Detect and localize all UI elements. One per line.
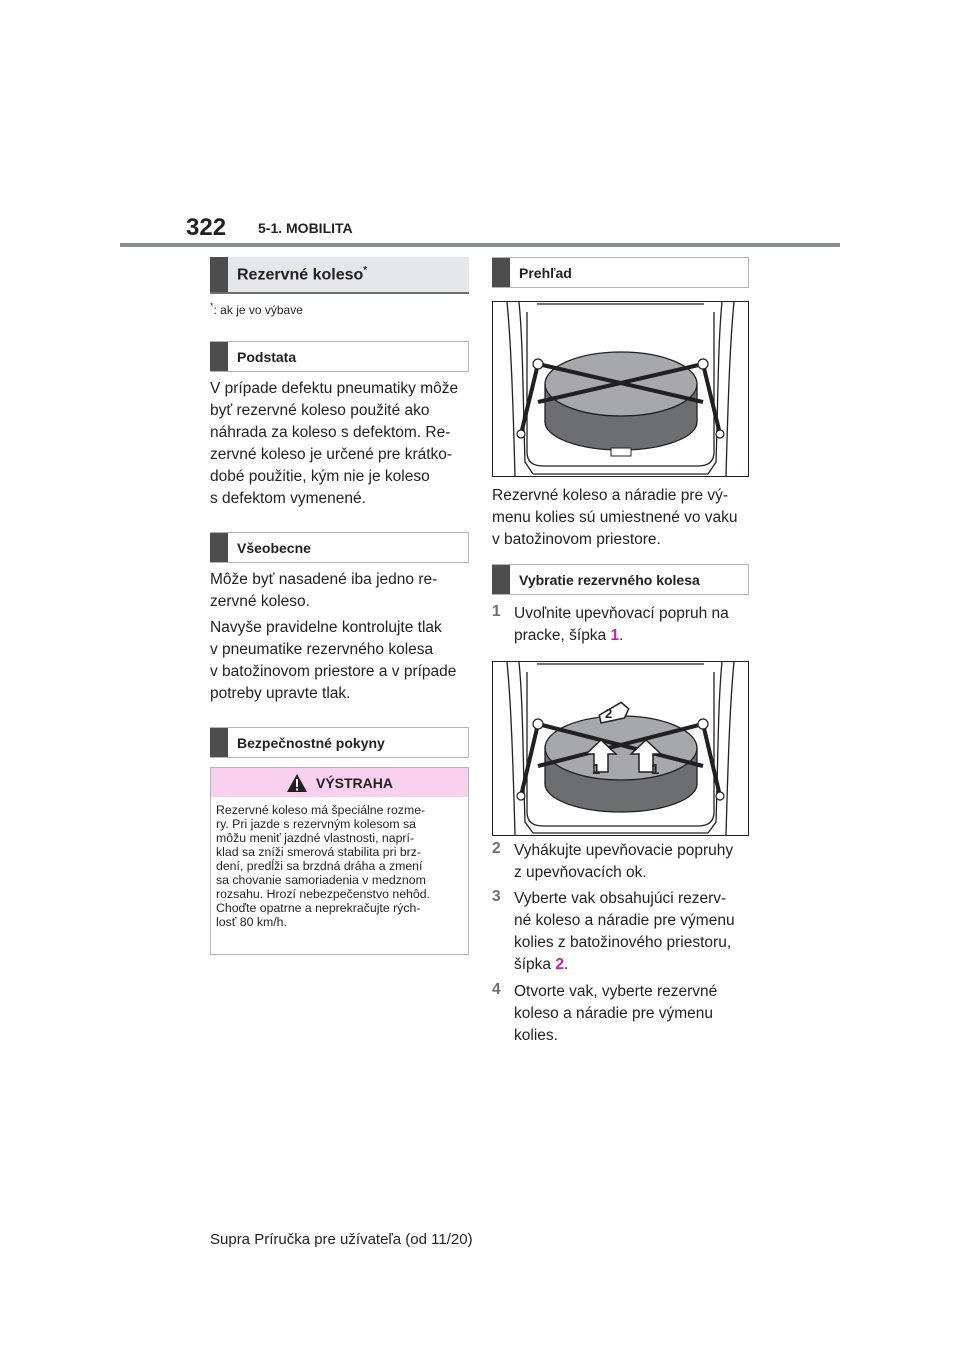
heading-text: Bezpečnostné pokyny — [237, 734, 385, 751]
footnote-text: : ak je vo výbave — [213, 303, 303, 317]
footer-text: Supra Príručka pre užívateľa (od 11/20) — [210, 1231, 473, 1248]
step-number: 4 — [492, 981, 501, 998]
arrow-label-1: 1 — [592, 761, 601, 778]
arrow-label-2: 2 — [605, 706, 613, 721]
warning-icon — [286, 773, 308, 793]
arrow-label-1: 1 — [651, 761, 660, 778]
footnote — [210, 301, 303, 317]
footnote-mark: * — [210, 301, 214, 311]
availability-mark: * — [363, 264, 368, 276]
warning-header — [211, 768, 468, 797]
heading-bar — [210, 257, 228, 292]
step-2-text: Vyhákujte upevňovacie popruhy z upevňovacích ok. — [514, 842, 734, 881]
paragraph-prehlad: Rezervné koleso a náradie pre vý- menu kolies sú umiestnené vo vaku v batožinovom priestore. — [492, 487, 738, 548]
step-number: 2 — [492, 840, 501, 857]
header-rule — [120, 243, 840, 247]
heading-text: Rezervné koleso — [237, 266, 364, 284]
arrow-ref: 2 — [555, 956, 564, 973]
heading-text: Všeobecne — [237, 539, 311, 556]
step-1-text: Uvoľnite upevňovací popruh na pracke, šípka 1. — [514, 605, 729, 644]
heading-bezpecnostne-pokyny — [210, 727, 469, 758]
heading-text: Podstata — [237, 348, 297, 365]
step-4-text: Otvorte vak, vyberte rezervné koleso a náradie pre výmenu kolies. — [514, 983, 718, 1044]
spare-wheel-overview-illustration — [492, 301, 749, 477]
heading-text: Prehľad — [519, 264, 572, 281]
arrow-ref: 1 — [610, 627, 620, 644]
heading-rezervne-koleso — [210, 257, 469, 294]
heading-text: Vybratie rezervného kolesa — [519, 571, 700, 588]
heading-vybratie-rezervneho-kolesa — [492, 564, 749, 595]
step-3-text: Vyberte vak obsahujúci rezerv- né koleso a náradie pre výmenu kolies z batožinového priestoru, šípka 2. — [514, 890, 735, 973]
paragraph-vseobecne-1: Môže byť nasadené iba jedno re- zervné koleso. — [210, 571, 438, 610]
heading-prehlad — [492, 257, 749, 288]
warning-title: VÝSTRAHA — [315, 774, 393, 791]
step-number: 3 — [492, 888, 501, 905]
paragraph-podstata: V prípade defektu pneumatiky môže byť rezervné koleso použité ako náhrada za koleso s defektom. Re- zervné koleso je určené pre krátko- dobé použitie, kým nie je koleso s defektom vymenené. — [210, 380, 459, 507]
heading-vseobecne — [210, 532, 469, 563]
paragraph-vseobecne-2: Navyše pravidelne kontrolujte tlak v pneumatike rezervného kolesa v batožinovom priestore a v prípade potreby upravte tlak. — [210, 619, 457, 702]
heading-podstata — [210, 341, 469, 372]
spare-wheel-removal-illustration — [492, 661, 749, 836]
warning-text: Rezervné koleso má špeciálne rozme- ry. Pri jazde s rezervným kolesom sa môžu meniť jazdné vlastnosti, naprí- klad sa zníži smerová stabilita pri brz- dení, predĺži sa brzdná dráha a zmení sa chovanie samoriadenia v medznom rozsahu. Hrozí nebezpečenstvo nehôd. Choďte opatrne a neprekračujte rých- losť 80 km/h. — [216, 803, 430, 929]
warning-box — [210, 767, 469, 955]
section-title: 5-1. MOBILITA — [258, 220, 353, 236]
step-number: 1 — [492, 603, 501, 620]
page-number: 322 — [186, 214, 227, 241]
